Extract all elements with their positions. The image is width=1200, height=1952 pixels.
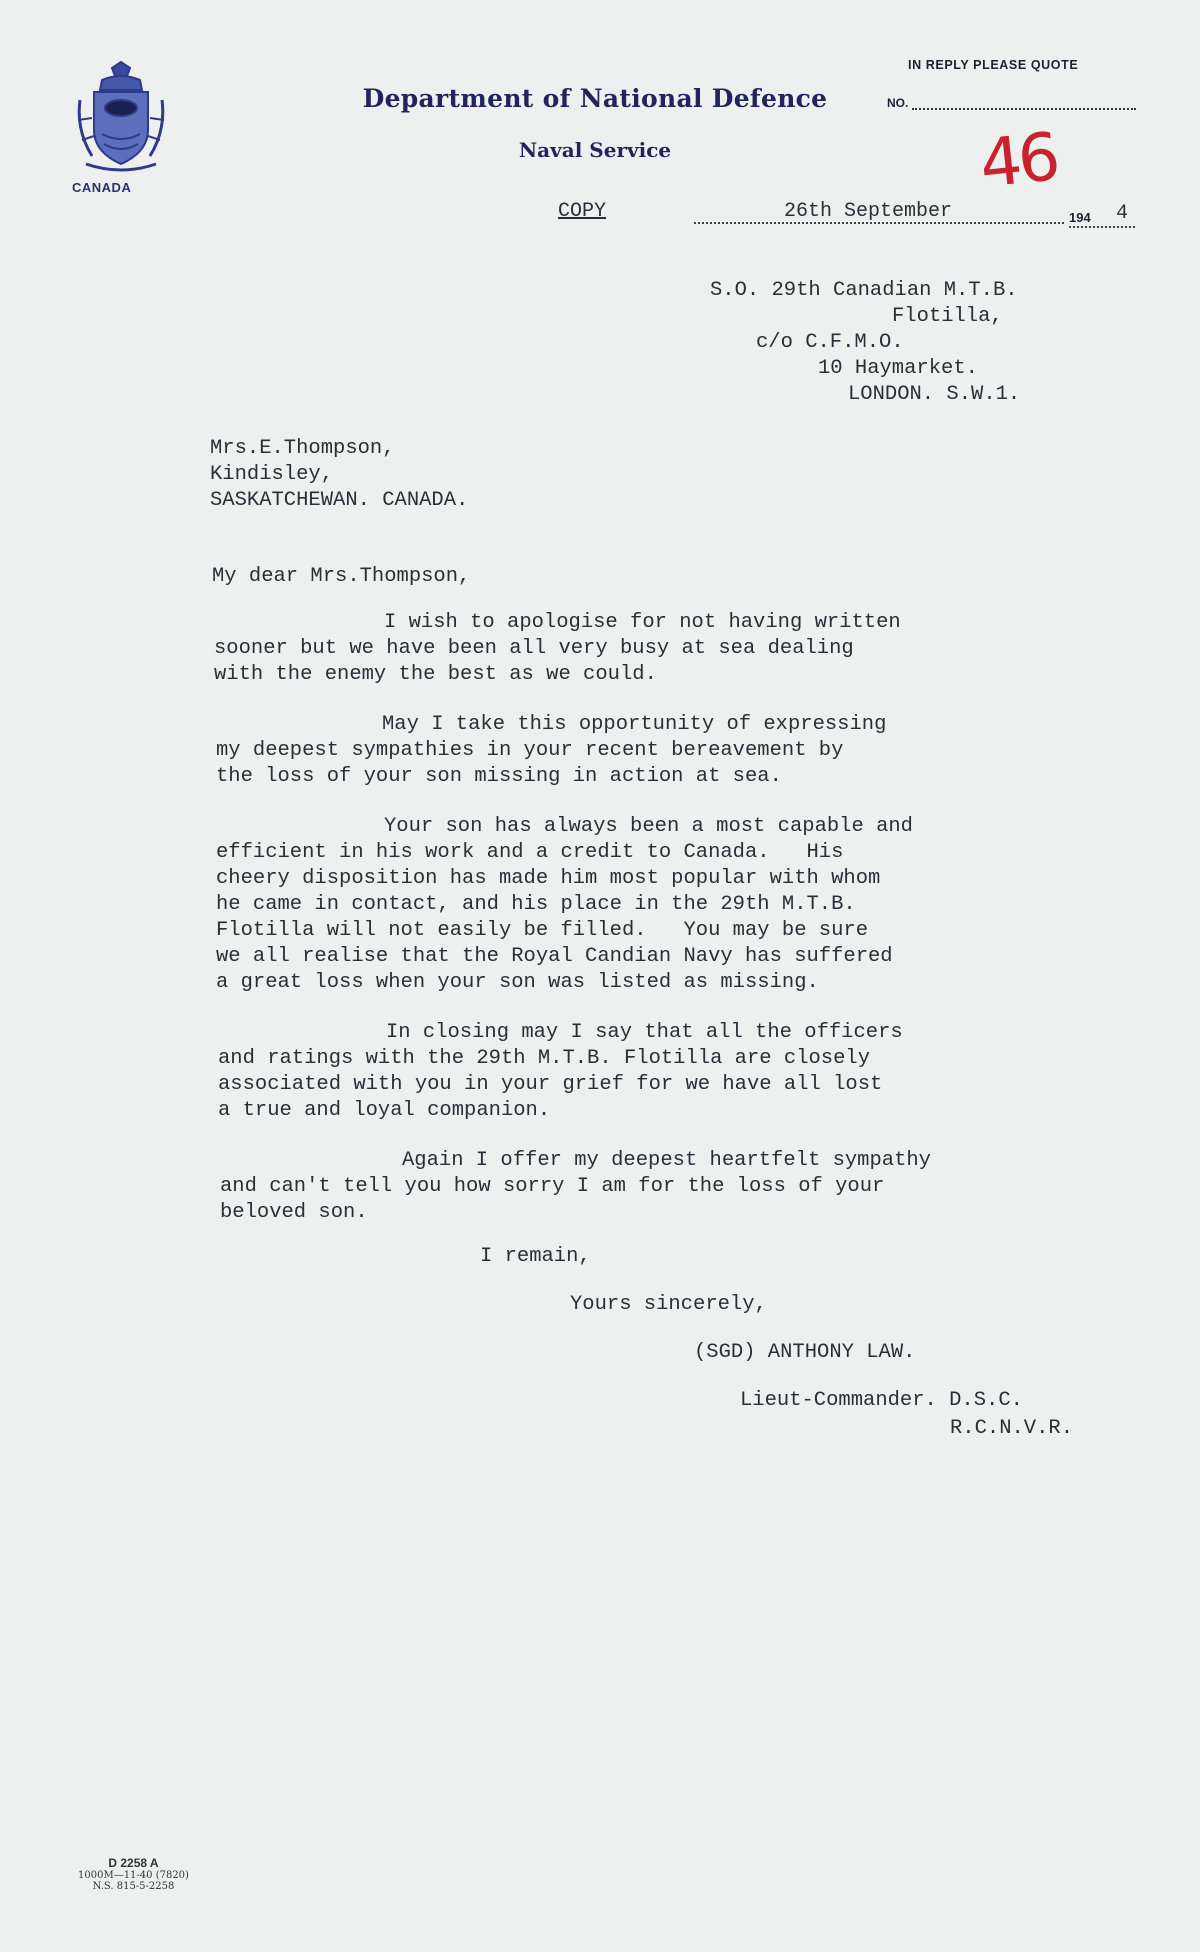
sender-address-line: LONDON. S.W.1. [848,383,1021,406]
body-line: we all realise that the Royal Candian Navy has suffered [216,945,893,968]
body-line: sooner but we have been all very busy at sea dealing [214,637,854,660]
body-line: beloved son. [220,1201,368,1224]
body-line: with the enemy the best as we could. [214,663,657,686]
body-line: I wish to apologise for not having written [384,611,901,634]
body-line: Again I offer my deepest heartfelt sympathy [402,1149,931,1172]
body-line: May I take this opportunity of expressing [382,713,887,736]
canada-crest-icon [72,60,170,172]
sender-address-line: S.O. 29th Canadian M.T.B. [710,279,1018,302]
body-line: cheery disposition has made him most popular with whom [216,867,881,890]
body-line: he came in contact, and his place in the 29th M.T.B. [216,893,856,916]
sender-address-line: Flotilla, [892,305,1003,328]
recipient-address-line: Mrs.E.Thompson, [210,437,395,460]
body-line: and can't tell you how sorry I am for the loss of your [220,1175,885,1198]
signer-service: R.C.N.V.R. [950,1417,1074,1440]
department-title: Department of National Defence [362,84,828,113]
year-prefix: 194 [1069,210,1091,225]
body-line: and ratings with the 29th M.T.B. Flotilla are closely [218,1047,871,1070]
body-line: In closing may I say that all the officers [386,1021,903,1044]
recipient-address-line: Kindisley, [210,463,334,486]
form-footer [78,1856,189,1892]
reference-no-line [912,108,1136,110]
year-line [1069,226,1135,228]
body-line: Your son has always been a most capable and [384,815,913,838]
copy-label: COPY [558,200,607,223]
recipient-address-line: SASKATCHEWAN. CANADA. [210,489,469,512]
crest-label: CANADA [72,180,132,195]
salutation: My dear Mrs.Thompson, [212,565,471,588]
body-line: associated with you in your grief for we have all lost [218,1073,883,1096]
signer-rank: Lieut-Commander. D.S.C. [740,1389,1023,1412]
reference-no-label: NO. [887,96,909,110]
body-line: efficient in his work and a credit to Canada. His [216,841,844,864]
print-info: 1000M—11-40 (7820) [78,1870,189,1881]
body-line: my deepest sympathies in your recent bereavement by [216,739,844,762]
sender-address-line: 10 Haymarket. [818,357,978,380]
closing-remain: I remain, [480,1245,591,1268]
closing-sincerely: Yours sincerely, [570,1293,767,1316]
ns-number: N.S. 815-5-2258 [92,1881,175,1892]
form-number: D 2258 A [108,1856,159,1870]
body-line: Flotilla will not easily be filled. You may be sure [216,919,869,942]
service-title: Naval Service [518,138,672,162]
sender-address-line: c/o C.F.M.O. [756,331,904,354]
reply-quote-label: IN REPLY PLEASE QUOTE [908,58,1079,72]
body-line: a true and loyal companion. [218,1099,551,1122]
year-suffix: 4 [1116,202,1129,225]
letter-date: 26th September [784,200,953,223]
signature: (SGD) ANTHONY LAW. [694,1341,916,1364]
body-line: a great loss when your son was listed as missing. [216,971,819,994]
body-line: the loss of your son missing in action at sea. [216,765,782,788]
handwritten-reference-number: 46 [976,118,1060,203]
